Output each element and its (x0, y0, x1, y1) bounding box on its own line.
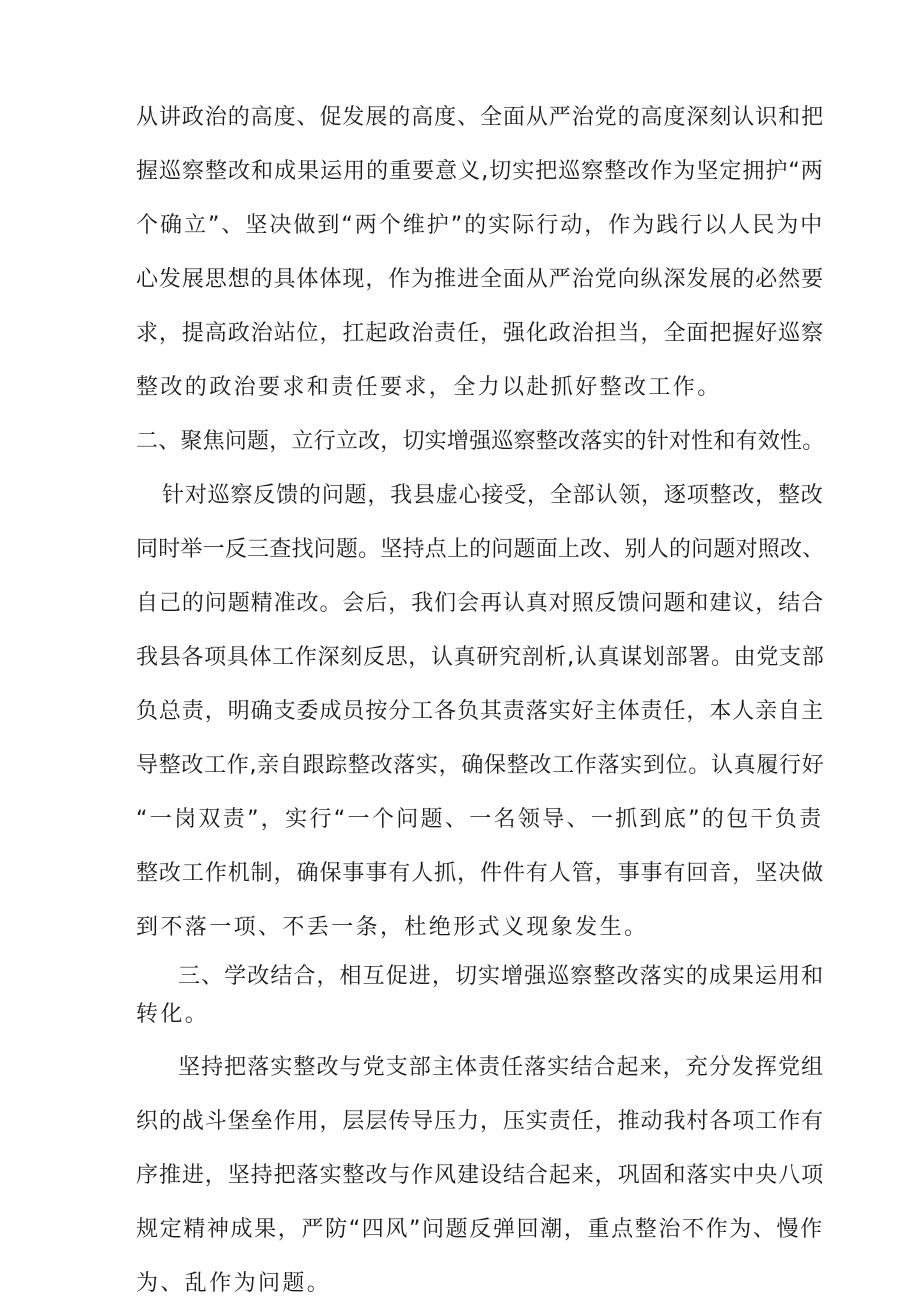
paragraph-2-line-4: 我县各项具体工作深刻反思，认真研究剖析,认真谋划部署。由党支部 (136, 645, 825, 670)
paragraph-3-line-2: 织的战斗堡垒作用，层层传导压力，压实责任，推动我村各项工作有 (136, 1109, 825, 1134)
section-heading-3-line-1: 三、学改结合，相互促进，切实增强巡察整改落实的成果运用和 (178, 964, 825, 989)
paragraph-3-line-3: 序推进，坚持把落实整改与作风建设结合起来，巩固和落实中央八项 (136, 1163, 825, 1188)
paragraph-3-line-4: 规定精神成果，严防“四风”问题反弹回潮，重点整治不作为、慢作 (136, 1217, 824, 1242)
paragraph-2-line-1: 针对巡察反馈的问题，我县虚心接受，全部认领，逐项整改，整改 (162, 483, 824, 508)
paragraph-2-line-5: 负总责，明确支委成员按分工各负其责落实好主体责任，本人亲自主 (136, 699, 825, 724)
paragraph-2-line-8: 整改工作机制，确保事事有人抓，件件有人管，事事有回音，坚决做 (136, 861, 825, 886)
paragraph-1-line-4: 心发展思想的具体体现，作为推进全面从严治党向纵深发展的必然要 (136, 267, 825, 292)
paragraph-1-line-3: 个确立”、坚决做到“两个维护”的实际行动，作为践行以人民为中 (136, 213, 825, 238)
paragraph-1-line-2: 握巡察整改和成果运用的重要意义,切实把巡察整改作为坚定拥护“两 (136, 159, 824, 184)
paragraph-2-line-9: 到不落一项、不丢一条，杜绝形式义现象发生。 (136, 915, 649, 940)
paragraph-3-line-1: 坚持把落实整改与党支部主体责任落实结合起来，充分发挥党组 (178, 1055, 825, 1080)
section-heading-2: 二、聚焦问题，立行立改，切实增强巡察整改落实的针对性和有效性。 (136, 429, 825, 454)
paragraph-1-line-1: 从讲政治的高度、促发展的高度、全面从严治党的高度深刻认识和把 (136, 105, 825, 130)
paragraph-2-line-6: 导整改工作,亲自跟踪整改落实，确保整改工作落实到位。认真履行好 (136, 753, 825, 778)
paragraph-1-line-6: 整改的政治要求和责任要求，全力以赴抓好整改工作。 (136, 375, 722, 400)
paragraph-2-line-7: “一岗双责”，实行“一个问题、一名领导、一抓到底”的包干负责 (136, 807, 824, 832)
paragraph-1-line-5: 求，提高政治站位，扛起政治责任，强化政治担当，全面把握好巡察 (136, 321, 825, 346)
section-heading-3-line-2: 转化。 (136, 1002, 210, 1027)
paragraph-2-line-3: 自己的问题精准改。会后，我们会再认真对照反馈问题和建议，结合 (136, 591, 825, 616)
paragraph-2-line-2: 同时举一反三查找问题。坚持点上的问题面上改、别人的问题对照改、 (136, 537, 825, 562)
paragraph-3-line-5: 为、乱作为问题。 (136, 1271, 332, 1296)
